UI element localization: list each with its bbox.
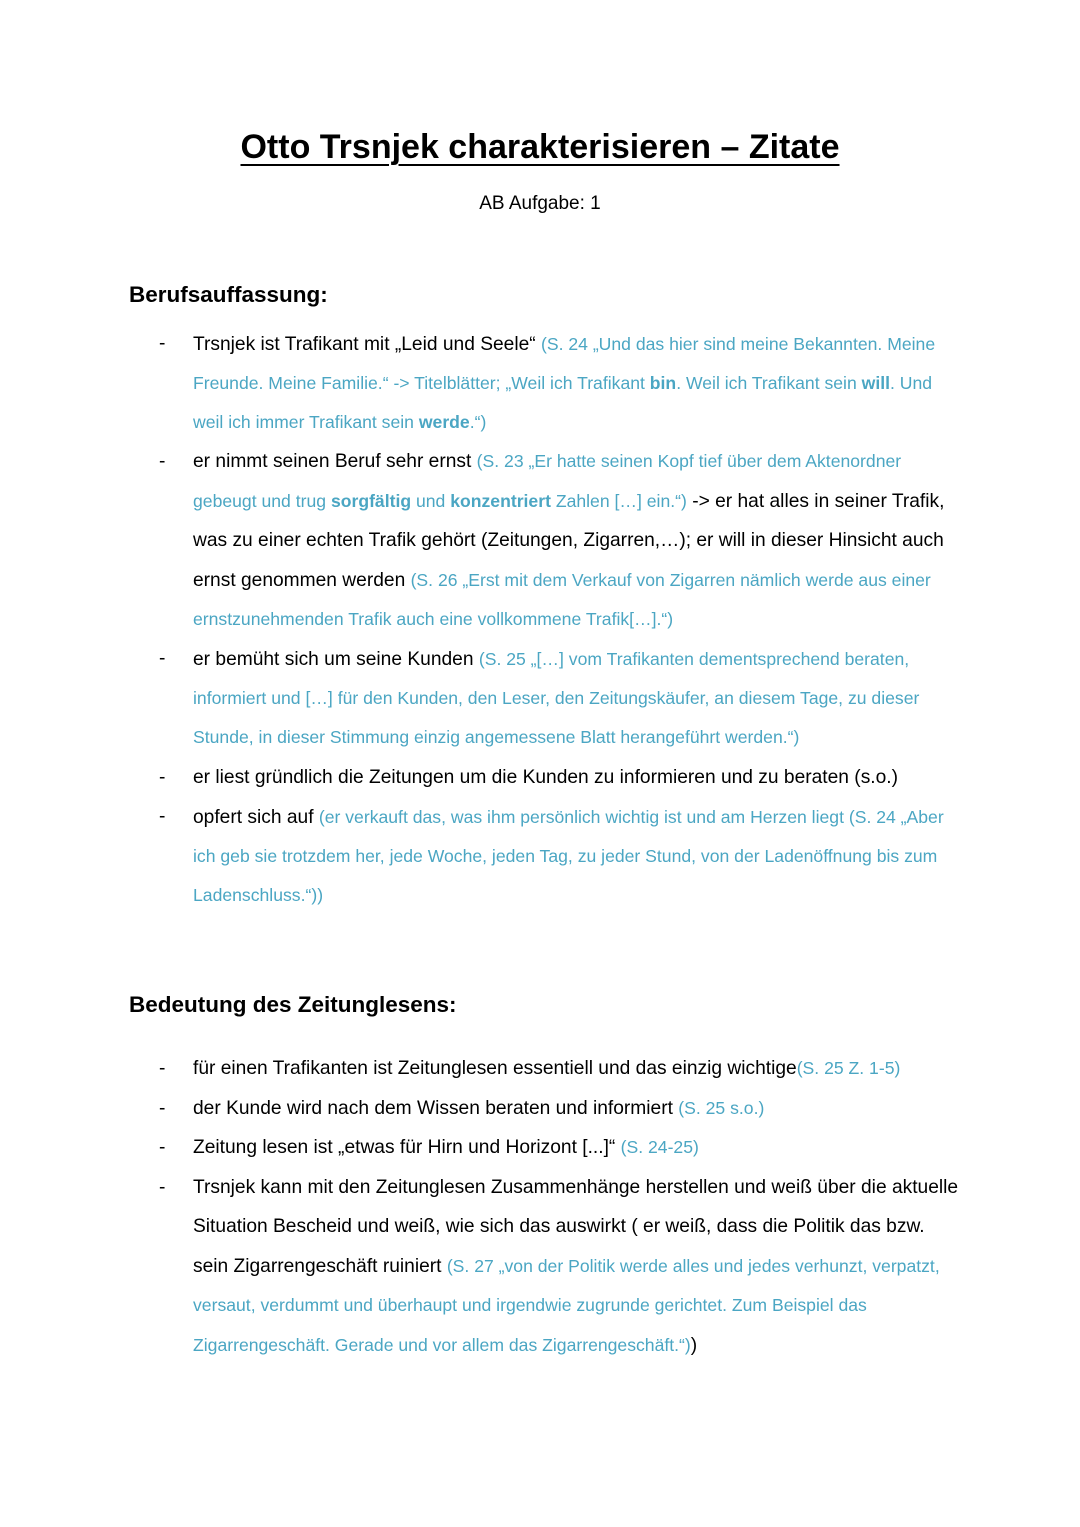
section-heading-zeitunglesen: Bedeutung des Zeitunglesens:: [129, 992, 457, 1017]
item-text-tail: ): [690, 1334, 698, 1356]
bullet-dash: -: [159, 333, 166, 354]
section-list-zeitunglesen: [159, 1049, 959, 1365]
list-item: [159, 325, 959, 442]
bullet-dash: -: [159, 805, 166, 827]
item-text: opfert sich auf: [193, 806, 319, 828]
item-text: für einen Trafikanten ist Zeitunglesen essentiell und das einzig wichtige: [193, 1058, 797, 1079]
list-item: [159, 442, 959, 640]
bullet-dash: -: [159, 647, 166, 669]
quote-text: (S. 26 „Erst mit dem Verkauf von Zigarren nämlich werde aus einer ernstzunehmenden Trafik auch eine vollkommene Trafik[…].“): [193, 569, 931, 629]
bullet-dash: -: [159, 766, 166, 788]
bullet-dash: -: [159, 1097, 166, 1119]
bullet-dash: -: [159, 1058, 166, 1079]
quote-text: (S. 24 „Und das hier sind meine Bekannten. Meine Freunde. Meine Familie.“ -> Titelblätter; „Weil ich Trafikant bin. Weil ich Trafikant sein will. Und weil ich immer Trafikant sein werde.“): [193, 334, 936, 432]
item-text: er liest gründlich die Zeitungen um die Kunden zu informieren und zu beraten (s.o.): [193, 766, 899, 788]
page-title: Otto Trsnjek charakterisieren – Zitate: [240, 128, 840, 166]
bullet-dash: -: [159, 1137, 166, 1158]
item-text: er bemüht sich um seine Kunden: [193, 648, 479, 670]
list-item: [159, 757, 959, 798]
list-item: [159, 1089, 959, 1129]
list-item: [159, 1128, 959, 1168]
quote-text: (S. 27 „von der Politik werde alles und jedes verhunzt, verpatzt, versaut, verdummt und überhaupt und irgendwie zugrunde gerichtet. Zum Beispiel das Zigarrengeschäft. Gerade und vor allem das Zigarrengeschäft.“): [193, 1255, 940, 1355]
quote-text: (S. 25 „[…] vom Trafikanten dementsprechend beraten, informiert und […] für den Kunden, den Leser, den Zeitungskäufer, an diesem Tage, zu dieser Stunde, in dieser Stimmung einzig angemessene Blatt herangeführt werden.“): [193, 648, 920, 747]
item-text-continued: -> er hat alles in seiner Trafik, was zu einer echten Trafik gehört (Zeitungen, Zigarren,…); er will in dieser Hinsicht auch ernst genommen werden: [193, 490, 945, 591]
item-text: Trsnjek kann mit den Zeitunglesen Zusammenhänge herstellen und weiß über die aktuelle Situation Bescheid und weiß, wie sich das auswirkt ( er weiß, dass die Politik das bzw. sein Zigarrengeschäft ruiniert: [193, 1176, 959, 1277]
bullet-dash: -: [159, 451, 166, 472]
item-text: Zeitung lesen ist „etwas für Hirn und Horizont [...]“: [193, 1137, 621, 1158]
quote-text: (S. 24-25): [620, 1137, 699, 1157]
quote-text: (S. 25 s.o.): [678, 1097, 765, 1118]
list-item: [159, 1049, 959, 1089]
item-text: der Kunde wird nach dem Wissen beraten und informiert: [193, 1097, 679, 1119]
item-text: er nimmt seinen Beruf sehr ernst: [193, 451, 477, 472]
quote-text: (er verkauft das, was ihm persönlich wichtig ist und am Herzen liegt (S. 24 „Aber ich geb sie trotzdem her, jede Woche, jeden Tag, zu jeder Stund, von der Ladenöffnung bis zum Ladenschluss.“)): [193, 806, 944, 905]
item-text: Trsnjek ist Trafikant mit „Leid und Seele“: [193, 334, 541, 355]
list-item: [159, 1168, 959, 1366]
page-subtitle: AB Aufgabe: 1: [479, 193, 601, 214]
list-item: [159, 798, 959, 915]
bullet-dash: -: [159, 1176, 166, 1198]
quote-text: (S. 23 „Er hatte seinen Kopf tief über dem Aktenordner gebeugt und trug sorgfältig und konzentriert Zahlen […] ein.“): [193, 451, 902, 511]
section-list-berufsauffassung: [159, 325, 959, 915]
quote-text: (S. 25 Z. 1-5): [796, 1058, 901, 1078]
list-item: [159, 640, 959, 757]
section-heading-berufsauffassung: Berufsauffassung:: [129, 282, 328, 307]
